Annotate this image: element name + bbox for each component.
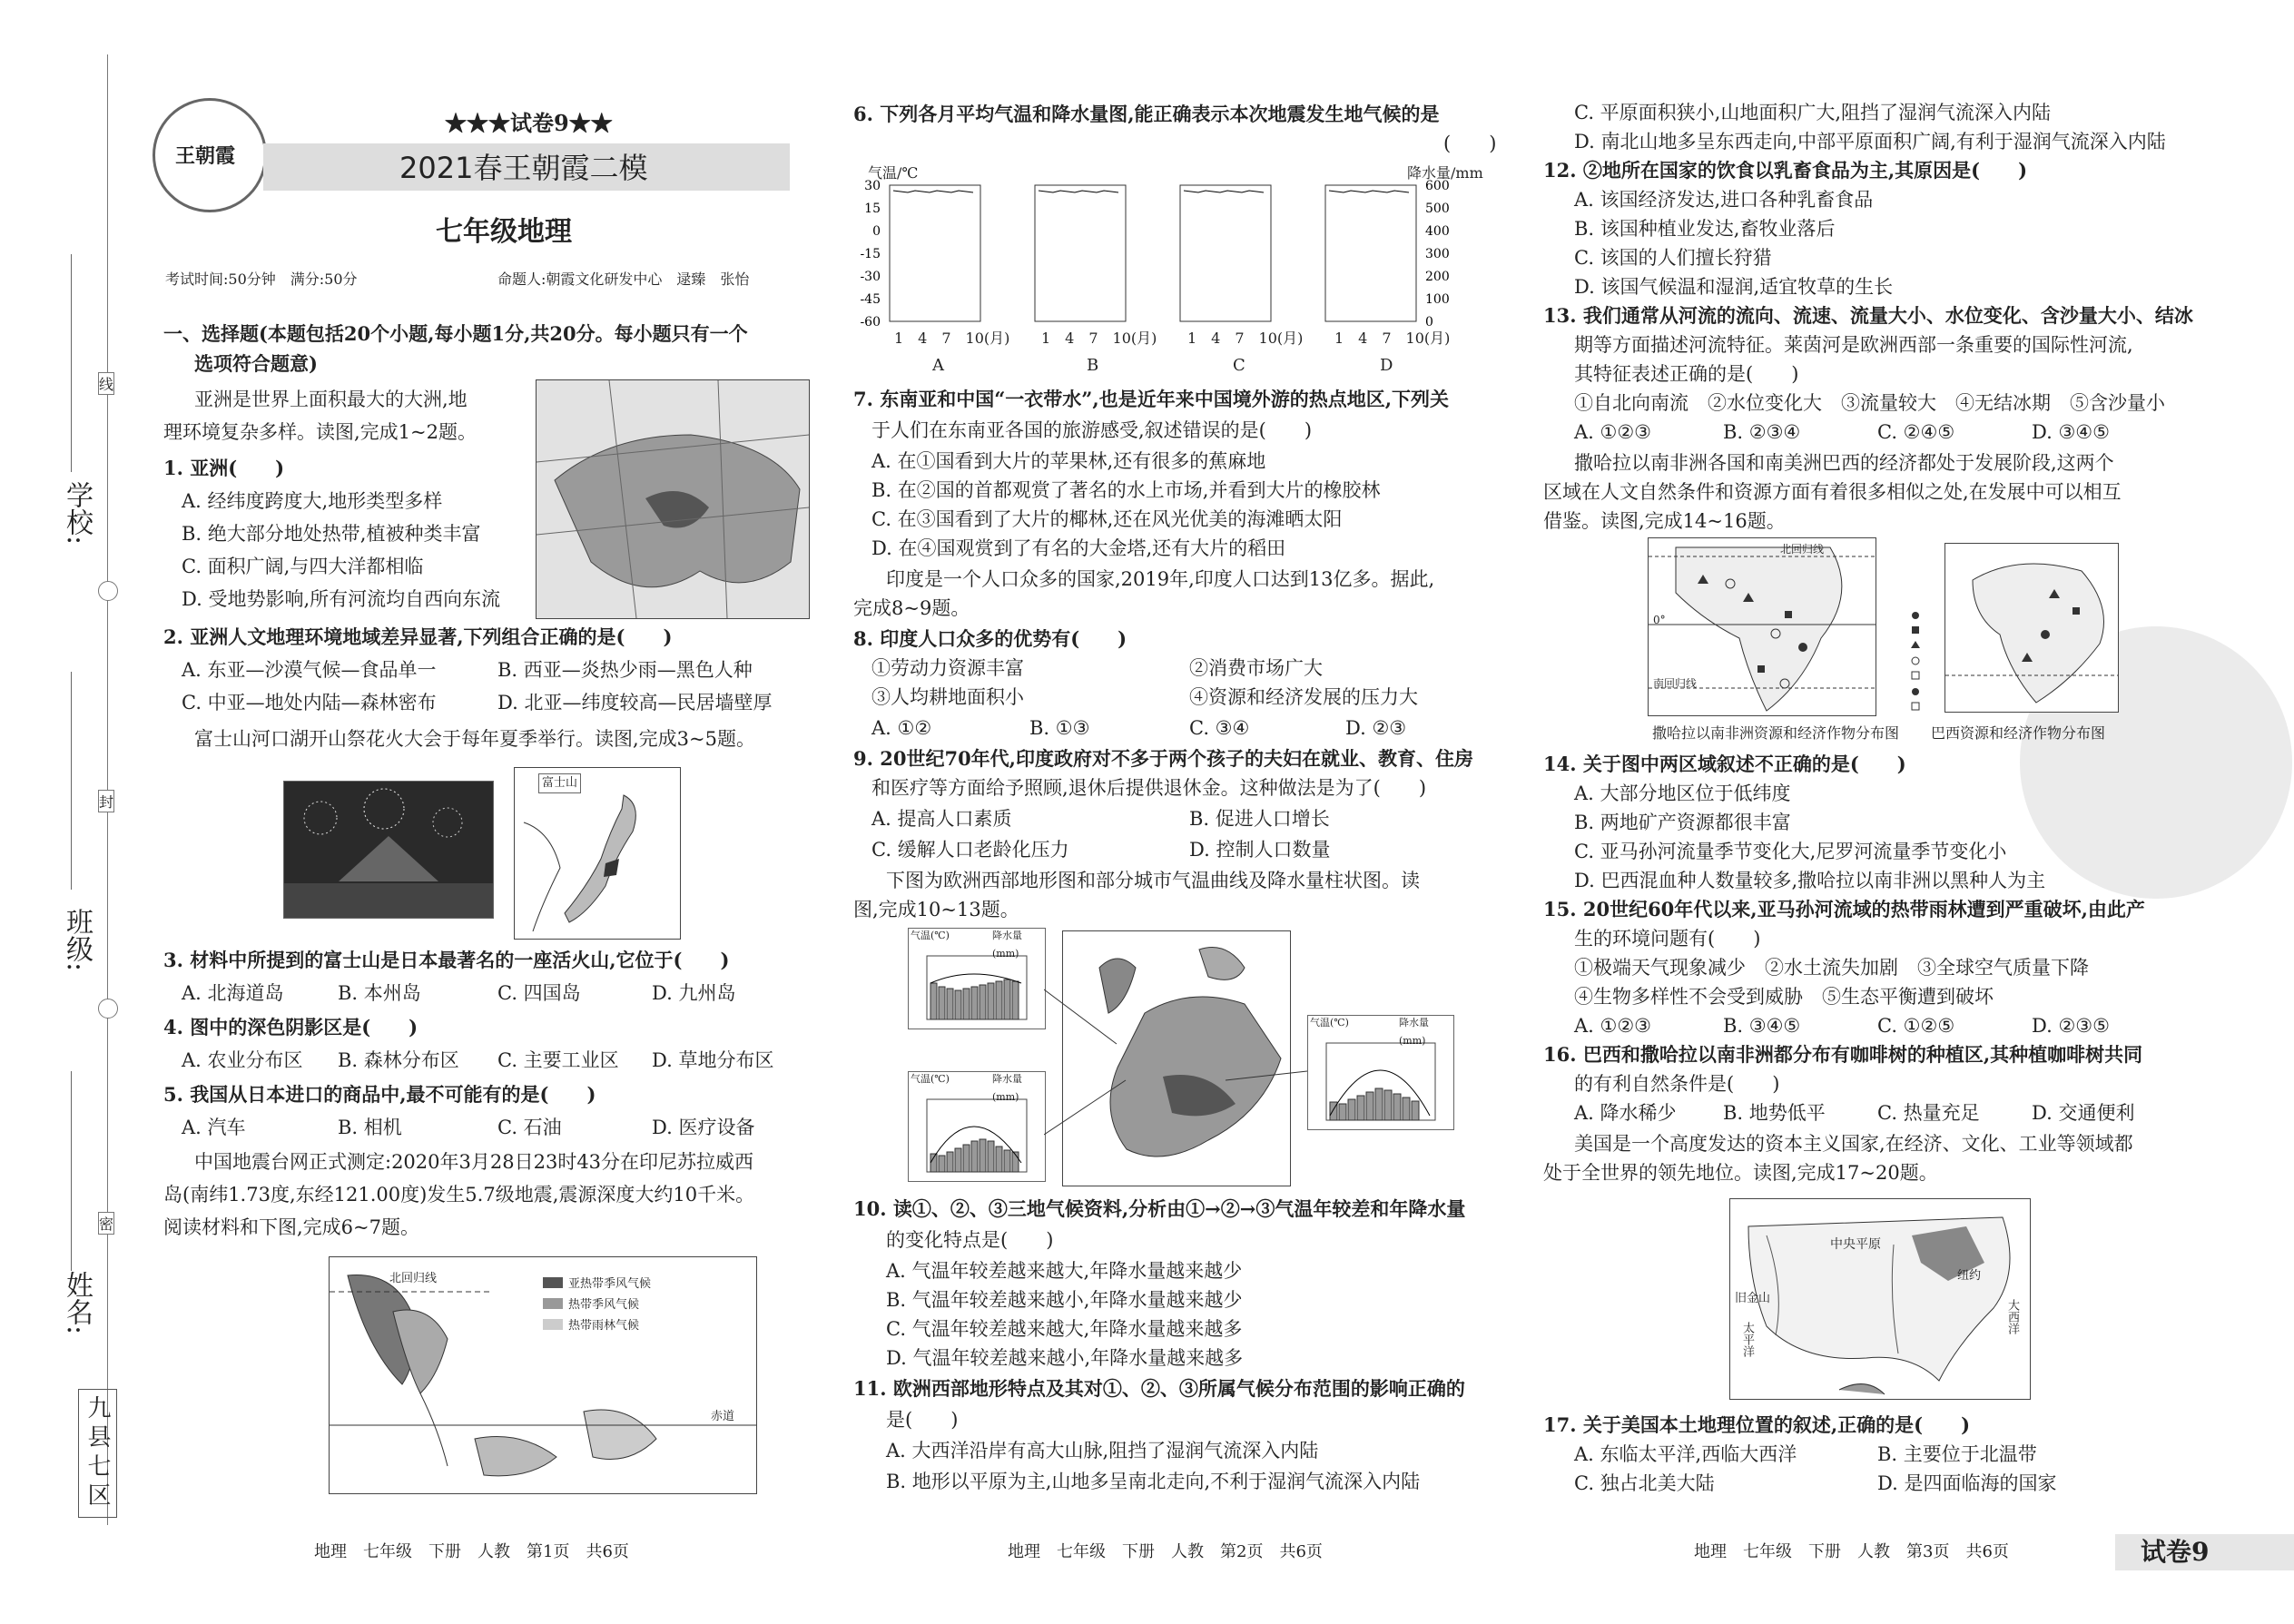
option-4d[interactable]: D. 草地分布区 xyxy=(652,1049,774,1071)
question-14: 14. 关于图中两区域叙述不正确的是( ) xyxy=(1543,753,1906,775)
map-label-san-francisco: 旧金山 xyxy=(1735,1292,1771,1305)
map-label-central-plain: 中央平原 xyxy=(1830,1237,1881,1252)
question-1: 1. 亚洲( ) xyxy=(163,457,285,479)
question-6: 6. 下列各月平均气温和降水量图,能正确表示本次地震发生地气候的是 xyxy=(853,103,1440,125)
seal-mark-secret: 密 xyxy=(98,1212,114,1235)
question-9-cont: 和医疗等方面给予照顾,退休后提供退休金。这种做法是为了( ) xyxy=(871,777,1427,799)
question-11-cont: 是( ) xyxy=(886,1409,959,1431)
option-1b[interactable]: B. 绝大部分地处热带,植被种类丰富 xyxy=(182,523,481,545)
equator-label: 0° xyxy=(1653,614,1666,626)
option-12a[interactable]: A. 该国经济发达,进口各种乳畜食品 xyxy=(1574,189,1874,211)
page-footer: 地理 七年级 下册 人教 第2页 共6页 xyxy=(1008,1542,1323,1561)
question-16: 16. 巴西和撒哈拉以南非洲都分布有咖啡树的种植区,其种植咖啡树共同 xyxy=(1543,1043,2143,1066)
question-7: 7. 东南亚和中国“一衣带水”,也是近年来中国境外游的热点地区,下列关 xyxy=(853,388,1450,410)
map-label-atlantic: 大西洋 xyxy=(2005,1299,2019,1334)
statements-13: ①自北向南流 ②水位变化大 ③流量较大 ④无结冰期 ⑤含沙量小 xyxy=(1574,392,2165,414)
punch-hole xyxy=(98,999,118,1019)
option-14c[interactable]: C. 亚马孙河流量季节变化大,尼罗河流量季节变化小 xyxy=(1574,841,2007,862)
tropic-label: 北回归线 xyxy=(389,1272,438,1285)
passage-text: 阅读材料和下图,完成6~7题。 xyxy=(163,1216,419,1238)
mini-climate-chart-2: 气温(℃) 降水量(mm) xyxy=(908,1071,1046,1182)
question-3: 3. 材料中所提到的富士山是日本最著名的一座活火山,它位于( ) xyxy=(163,949,730,971)
option-17d[interactable]: D. 是四面临海的国家 xyxy=(1877,1472,2057,1494)
option-3b[interactable]: B. 本州岛 xyxy=(338,982,421,1004)
option-11c[interactable]: C. 平原面积狭小,山地面积广大,阻挡了湿润气流深入内陆 xyxy=(1574,102,2052,123)
option-15d[interactable]: D. ②③⑤ xyxy=(2032,1015,2110,1037)
southeast-asia-map xyxy=(329,1256,757,1494)
page-footer: 地理 七年级 下册 人教 第3页 共6页 xyxy=(1694,1542,2009,1561)
passage-text: 区域在人文自然条件和资源方面有着很多相似之处,在发展中可以相互 xyxy=(1543,481,2122,503)
option-2a[interactable]: A. 东亚—沙漠气候—食品单一 xyxy=(182,659,437,681)
question-10-cont: 的变化特点是( ) xyxy=(886,1229,1054,1251)
author-info: 命题人:朝霞文化研发中心 逯臻 张怡 xyxy=(497,271,750,288)
option-2b[interactable]: B. 西亚—炎热少雨—黑色人种 xyxy=(497,659,753,681)
tropic-label: 南回归线 xyxy=(1653,677,1698,690)
option-8a[interactable]: A. ①② xyxy=(871,717,932,739)
temperature-line xyxy=(1329,191,1409,192)
option-16b[interactable]: B. 地势低平 xyxy=(1723,1102,1826,1124)
question-4: 4. 图中的深色阴影区是( ) xyxy=(163,1016,418,1038)
temp-tick: -45 xyxy=(860,292,881,307)
question-15-cont: 生的环境问题有( ) xyxy=(1574,928,1761,950)
option-10c[interactable]: C. 气温年较差越来越大,年降水量越来越多 xyxy=(886,1318,1243,1340)
option-8b[interactable]: B. ①③ xyxy=(1029,717,1090,739)
temp-tick: -15 xyxy=(860,247,881,261)
option-11a[interactable]: A. 大西洋沿岸有高大山脉,阻挡了湿润气流深入内陆 xyxy=(886,1440,1319,1462)
statements-15: ①极端天气现象减少 ②水土流失加剧 ③全球空气质量下降 xyxy=(1574,957,2089,979)
option-10d[interactable]: D. 气温年较差越来越小,年降水量越来越多 xyxy=(886,1347,1244,1369)
map-label-new-york: 纽约 xyxy=(1957,1269,1982,1283)
question-5: 5. 我国从日本进口的商品中,最不可能有的是( ) xyxy=(163,1083,596,1106)
mini-climate-chart-1: 气温(℃) 降水量(mm) xyxy=(908,928,1046,1029)
option-3c[interactable]: C. 四国岛 xyxy=(497,982,581,1004)
chart-frame xyxy=(890,185,980,321)
usa-map xyxy=(1729,1198,2031,1400)
option-15a[interactable]: A. ①②③ xyxy=(1574,1015,1651,1037)
option-4b[interactable]: B. 森林分布区 xyxy=(338,1049,459,1071)
option-7b[interactable]: B. 在②国的首都观赏了著名的水上市场,并看到大片的橡胶林 xyxy=(871,479,1381,501)
climate-legend: 亚热带季风气候 热带季风气候 热带雨林气候 xyxy=(543,1274,651,1333)
temp-tick: 30 xyxy=(864,179,881,193)
fuji-legend: 富士山 xyxy=(538,773,581,793)
option-17b[interactable]: B. 主要位于北温带 xyxy=(1877,1443,2037,1465)
asia-map xyxy=(536,379,810,619)
option-14d[interactable]: D. 巴西混血种人数量较多,撒哈拉以南非洲以黑种人为主 xyxy=(1574,870,2046,891)
option-2c[interactable]: C. 中亚—地处内陆—森林密布 xyxy=(182,692,437,714)
mini-climate-chart-3: 气温(℃) 降水量(mm) xyxy=(1307,1015,1454,1130)
equator-label: 赤道 xyxy=(711,1410,735,1423)
passage-text: 借鉴。读图,完成14~16题。 xyxy=(1543,510,1786,532)
chart-frame xyxy=(1325,185,1416,321)
x-ticks-d: 1 4 7 10(月) xyxy=(1334,330,1451,347)
class-label: 班级: xyxy=(61,908,93,972)
option-1a[interactable]: A. 经纬度跨度大,地形类型多样 xyxy=(182,490,443,512)
option-8c[interactable]: C. ③④ xyxy=(1189,717,1250,739)
question-15: 15. 20世纪60年代以来,亚马孙河流域的热带雨林遭到严重破坏,由此产 xyxy=(1543,898,2145,920)
option-12b[interactable]: B. 该国种植业发达,畜牧业落后 xyxy=(1574,218,1836,240)
option-4c[interactable]: C. 主要工业区 xyxy=(497,1049,619,1071)
map-label-pacific: 太平洋 xyxy=(1740,1322,1754,1357)
page-footer: 地理 七年级 下册 人教 第1页 共6页 xyxy=(314,1542,629,1561)
section-heading: 一、选择题(本题包括20个小题,每小题1分,共20分。每小题只有一个 xyxy=(163,322,748,345)
option-7d[interactable]: D. 在④国观赏到了有名的大金塔,还有大片的稻田 xyxy=(871,537,1286,559)
japan-map xyxy=(514,767,681,940)
option-12d[interactable]: D. 该国气候温和湿润,适宜牧草的生长 xyxy=(1574,276,1894,298)
option-9c[interactable]: C. 缓解人口老龄化压力 xyxy=(871,839,1069,861)
temp-tick: -30 xyxy=(860,270,881,284)
tropic-label: 北回归线 xyxy=(1780,543,1825,556)
option-16c[interactable]: C. 热量充足 xyxy=(1877,1102,1980,1124)
chart-frame xyxy=(1035,185,1126,321)
passage-text: 处于全世界的领先地位。读图,完成17~20题。 xyxy=(1543,1162,1938,1184)
passage-text: 理环境复杂多样。读图,完成1~2题。 xyxy=(163,421,477,443)
school-label: 学校: xyxy=(61,481,93,546)
passage-text: 下图为欧洲西部地形图和部分城市气温曲线及降水量柱状图。读 xyxy=(886,870,1420,891)
statement-8-2: ②消费市场广大 xyxy=(1189,657,1323,679)
question-12: 12. ②地所在国家的饮食以乳畜食品为主,其原因是( ) xyxy=(1543,159,2028,182)
passage-text: 富士山河口湖开山祭花火大会于每年夏季举行。读图,完成3~5题。 xyxy=(194,728,755,750)
option-14a[interactable]: A. 大部分地区位于低纬度 xyxy=(1574,782,1791,804)
option-5b[interactable]: B. 相机 xyxy=(338,1117,402,1138)
question-7-cont: 于人们在东南亚各国的旅游感受,叙述错误的是( ) xyxy=(871,419,1313,441)
option-5d[interactable]: D. 医疗设备 xyxy=(652,1117,755,1138)
section-heading-2: 选项符合题意) xyxy=(194,352,318,375)
precip-axis-title: 降水量/mm xyxy=(1407,164,1483,182)
chart-label-d: D xyxy=(1380,356,1393,375)
option-13b[interactable]: B. ②③④ xyxy=(1723,421,1801,443)
option-3a[interactable]: A. 北海道岛 xyxy=(182,982,284,1004)
x-ticks-b: 1 4 7 10(月) xyxy=(1041,330,1157,347)
precip-tick: 200 xyxy=(1425,270,1450,284)
temp-tick: -60 xyxy=(860,315,881,330)
option-1c[interactable]: C. 面积广阔,与四大洋都相临 xyxy=(182,556,424,577)
option-3d[interactable]: D. 九州岛 xyxy=(652,982,736,1004)
precip-tick: 100 xyxy=(1425,292,1450,307)
temperature-line xyxy=(1039,191,1118,192)
option-5a[interactable]: A. 汽车 xyxy=(182,1117,246,1138)
option-11d[interactable]: D. 南北山地多呈东西走向,中部平原面积广阔,有利于湿润气流深入内陆 xyxy=(1574,131,2166,153)
exam-info: 考试时间:50分钟 满分:50分 xyxy=(165,271,358,288)
option-2d[interactable]: D. 北亚—纬度较高—民居墙壁厚 xyxy=(497,692,773,714)
question-17: 17. 关于美国本土地理位置的叙述,正确的是( ) xyxy=(1543,1413,1971,1436)
temp-tick: 0 xyxy=(872,224,881,239)
seal-mark-seal: 封 xyxy=(98,790,114,812)
paper-tag-footer: 试卷9 xyxy=(2141,1537,2210,1567)
map-legend xyxy=(1906,608,1943,717)
precip-tick: 300 xyxy=(1425,247,1450,261)
option-1d[interactable]: D. 受地势影响,所有河流均自西向东流 xyxy=(182,588,501,610)
question-9: 9. 20世纪70年代,印度政府对不多于两个孩子的夫妇在就业、教育、住房 xyxy=(853,747,1473,770)
passage-text: 岛(南纬1.73度,东经121.00度)发生5.7级地震,震源深度大约10千米。 xyxy=(163,1184,755,1206)
option-16a[interactable]: A. 降水稀少 xyxy=(1574,1102,1677,1124)
question-11: 11. 欧洲西部地形特点及其对①、②、③所属气候分布范围的影响正确的 xyxy=(853,1377,1465,1400)
option-9d[interactable]: D. 控制人口数量 xyxy=(1189,839,1331,861)
page-title: 2021春王朝霞二模 xyxy=(399,151,648,185)
option-7c[interactable]: C. 在③国看到了大片的椰林,还在风光优美的海滩晒太阳 xyxy=(871,508,1343,530)
paper-tag: ★★★试卷9★★ xyxy=(445,110,613,136)
option-13d[interactable]: D. ③④⑤ xyxy=(2032,421,2110,443)
chart-frame xyxy=(1180,185,1271,321)
subject-title: 七年级地理 xyxy=(436,216,572,248)
precip-tick: 500 xyxy=(1425,202,1450,216)
statements-15: ④生物多样性不会受到威胁 ⑤生态平衡遭到破坏 xyxy=(1574,986,1994,1008)
precip-tick: 0 xyxy=(1425,315,1433,330)
figure-caption: 巴西资源和经济作物分布图 xyxy=(1931,724,2106,742)
statement-8-1: ①劳动力资源丰富 xyxy=(871,657,1024,679)
brand-logo: 王朝霞 xyxy=(153,98,267,212)
figure-caption: 撒哈拉以南非洲资源和经济作物分布图 xyxy=(1652,724,1900,742)
option-17a[interactable]: A. 东临太平洋,西临大西洋 xyxy=(1574,1443,1797,1465)
region-label: 九县七区 xyxy=(78,1389,117,1518)
option-13c[interactable]: C. ②④⑤ xyxy=(1877,421,1955,443)
answer-bracket[interactable]: ( ) xyxy=(1443,133,1497,154)
passage-text: 完成8~9题。 xyxy=(853,597,970,619)
option-15b[interactable]: B. ③④⑤ xyxy=(1723,1015,1801,1037)
option-10a[interactable]: A. 气温年较差越来越大,年降水量越来越少 xyxy=(886,1260,1243,1282)
passage-text: 美国是一个高度发达的资本主义国家,在经济、文化、工业等领域都 xyxy=(1574,1133,2133,1155)
passage-text: 撒哈拉以南非洲各国和南美洲巴西的经济都处于发展阶段,这两个 xyxy=(1574,452,2114,474)
temp-tick: 15 xyxy=(864,202,881,216)
option-17c[interactable]: C. 独占北美大陆 xyxy=(1574,1472,1715,1494)
temp-axis-title: 气温/℃ xyxy=(868,164,919,182)
temperature-line xyxy=(1184,191,1264,192)
statement-8-4: ④资源和经济发展的压力大 xyxy=(1189,686,1418,708)
option-16d[interactable]: D. 交通便利 xyxy=(2032,1102,2135,1124)
fireworks-photo xyxy=(283,781,494,919)
question-13: 13. 我们通常从河流的流向、流速、流量大小、水位变化、含沙量大小、结冰 xyxy=(1543,304,2193,327)
x-ticks-a: 1 4 7 10(月) xyxy=(894,330,1010,347)
chart-label-a: A xyxy=(932,356,944,375)
question-10: 10. 读①、②、③三地气候资料,分析由①→②→③气温年较差和年降水量 xyxy=(853,1197,1466,1220)
option-7a[interactable]: A. 在①国看到大片的苹果林,还有很多的蕉麻地 xyxy=(871,450,1266,472)
option-10b[interactable]: B. 气温年较差越来越小,年降水量越来越少 xyxy=(886,1289,1243,1311)
precip-tick: 400 xyxy=(1425,224,1450,239)
question-2: 2. 亚洲人文地理环境地域差异显著,下列组合正确的是( ) xyxy=(163,625,673,648)
class-field[interactable] xyxy=(71,672,73,890)
option-4a[interactable]: A. 农业分布区 xyxy=(182,1049,303,1071)
statement-8-3: ③人均耕地面积小 xyxy=(871,686,1024,708)
passage-text: 图,完成10~13题。 xyxy=(853,899,1019,920)
question-13-cont: 期等方面描述河流特征。莱茵河是欧洲西部一条重要的国际性河流, xyxy=(1574,334,2133,356)
precip-tick: 600 xyxy=(1425,179,1450,193)
option-12c[interactable]: C. 该国的人们擅长狩猎 xyxy=(1574,247,1772,269)
name-field[interactable] xyxy=(71,1071,73,1271)
option-15c[interactable]: C. ①②⑤ xyxy=(1877,1015,1955,1037)
option-13a[interactable]: A. ①②③ xyxy=(1574,421,1651,443)
school-field[interactable] xyxy=(71,254,73,472)
question-13-cont: 其特征表述正确的是( ) xyxy=(1574,363,1799,385)
seal-mark-line: 线 xyxy=(98,372,114,395)
passage-text: 亚洲是世界上面积最大的大洲,地 xyxy=(194,389,468,410)
passage-text: 中国地震台网正式测定:2020年3月28日23时43分在印尼苏拉威西 xyxy=(194,1151,754,1173)
pointer-lines xyxy=(1044,971,1316,1153)
punch-hole xyxy=(98,581,118,601)
chart-label-c: C xyxy=(1233,356,1245,375)
name-label: 姓名: xyxy=(61,1271,93,1335)
option-9b[interactable]: B. 促进人口增长 xyxy=(1189,808,1330,830)
option-9a[interactable]: A. 提高人口素质 xyxy=(871,808,1012,830)
option-5c[interactable]: C. 石油 xyxy=(497,1117,562,1138)
question-16-cont: 的有利自然条件是( ) xyxy=(1574,1073,1780,1095)
brazil-resource-map xyxy=(1944,543,2119,713)
x-ticks-c: 1 4 7 10(月) xyxy=(1187,330,1304,347)
option-8d[interactable]: D. ②③ xyxy=(1345,717,1407,739)
temperature-line xyxy=(893,191,973,192)
option-14b[interactable]: B. 两地矿产资源都很丰富 xyxy=(1574,812,1791,833)
question-8: 8. 印度人口众多的优势有( ) xyxy=(853,627,1127,650)
option-11b[interactable]: B. 地形以平原为主,山地多呈南北走向,不利于湿润气流深入内陆 xyxy=(886,1471,1421,1492)
chart-label-b: B xyxy=(1087,356,1099,375)
passage-text: 印度是一个人口众多的国家,2019年,印度人口达到13亿多。据此, xyxy=(886,568,1435,590)
africa-resource-map xyxy=(1648,537,1876,716)
